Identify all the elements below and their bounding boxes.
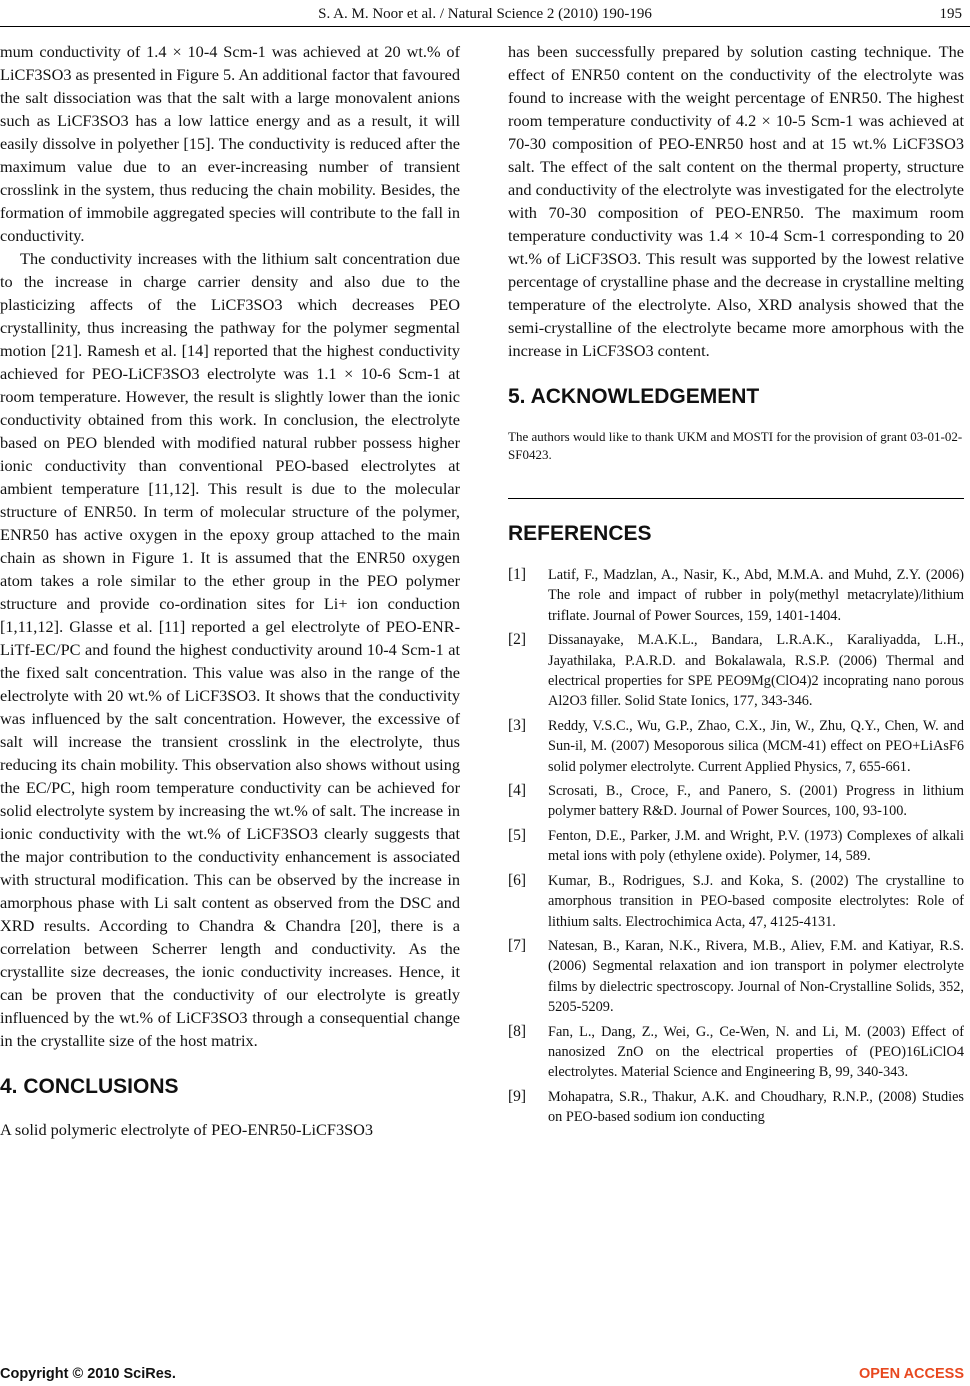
reference-item	[508, 781, 964, 822]
reference-item	[508, 565, 964, 626]
reference-text: Fenton, D.E., Parker, J.M. and Wright, P.V. (1973) Complexes of alkali metal ions with poly (ethylene oxide). Polymer, 14, 589.	[548, 827, 964, 865]
reference-number: [5]	[508, 826, 527, 844]
reference-text: Reddy, V.S.C., Wu, G.P., Zhao, C.X., Jin, W., Zhu, Q.Y., Chen, W. and Sun-il, M. (2007) Mesoporous silica (MCM-41) effect on PEO+LiAsF6 solid polymer electrolyte. Current Applied Physics, 7, 655-661.	[548, 717, 964, 775]
reference-number: [7]	[508, 936, 527, 954]
running-head: S. A. M. Noor et al. / Natural Science 2 (2010) 190-196	[318, 6, 652, 22]
copyright-footer: Copyright © 2010 SciRes.	[0, 1366, 176, 1382]
reference-number: [4]	[508, 782, 527, 800]
reference-item	[508, 936, 964, 1018]
reference-text: Mohapatra, S.R., Thakur, A.K. and Choudhary, R.N.P., (2008) Studies on PEO-based sodium ion conducting	[548, 1088, 964, 1126]
divider	[508, 498, 964, 499]
reference-text: Latif, F., Madzlan, A., Nasir, K., Abd, M.M.A. and Muhd, Z.Y. (2006) The role and impact of rubber in poly(methyl metacrylate)/lithium triflate. Journal of Power Sources, 159, 1401-1404.	[548, 567, 964, 624]
reference-item	[508, 1022, 964, 1083]
reference-number: [3]	[508, 716, 527, 734]
reference-text: Natesan, B., Karan, N.K., Rivera, M.B., Aliev, F.M. and Katiyar, R.S. (2006) Segmental relaxation and ion transport in polymer electrolyte films by dielectric spectroscopy. Journal of Non-Crystalline Solids, 352, 5205-5209.	[548, 937, 964, 1016]
reference-text: Fan, L., Dang, Z., Wei, G., Ce-Wen, N. and Li, M. (2003) Effect of nanosized ZnO on the electrical properties of (PEO)16LiClO4 electrolytes. Material Science and Engineering B, 99, 340-343.	[548, 1023, 964, 1081]
conclusions-heading: 4. CONCLUSIONS	[0, 1075, 179, 1098]
conclusions-paragraph: A solid polymeric electrolyte of PEO-ENR50-LiCF3SO3	[0, 1120, 374, 1139]
reference-item	[508, 630, 964, 712]
body-paragraph: The conductivity increases with the lithium salt concentration due to the increase in charge carrier density and also due to the plasticizing affects of the LiCF3SO3 which decreases PEO crystallinity, thus increasing the pathway for the polymer segmental motion [21]. Ramesh et al. [14] reported that the highest conductivity achieved for PEO-LiCF3SO3 electrolyte was 1.1 × 10-6 Scm-1 at room temperature. However, the result is slightly lower than the ionic conductivity obtained from this work. In conclusion, the electrolyte based on PEO blended with modified natural rubber possess higher ionic conductivity than conventional PEO-based electrolytes at ambient temperature [11,12]. This result is due to the molecular structure of ENR50. In term of molecular structure of the polymer, ENR50 has active oxygen in the epoxy group attached to the main chain as shown in Figure 1. It is assumed that the ENR50 oxygen atom takes a role similar to the ether group in the PEO polymer structure and provide co-ordination sites for Li+ ion conduction [1,11,12]. Glasse et al. [11] reported a gel electrolyte of PEO-ENR-LiTf-EC/PC and found the highest conductivity around 10-4 Scm-1 at the fixed salt concentration. This value was also in the range of the electrolyte with 20 wt.% of LiCF3SO3. It shows that the conductivity was influenced by the salt concentration. However, the excessive of salt will increase the transient crosslink in the electrolyte, thus reducing its chain mobility. This observation also shows without using the EC/PC, high room temperature conductivity can be achieved for solid electrolyte system by increasing the wt.% of salt. The increase in ionic conductivity with the wt.% of LiCF3SO3 clearly suggests that the major contribution to the conductivity enhancement is associated with structural modification. This can be observed by the increase in amorphous phase with Li salt content as observed from the DSC and XRD results. According to Chandra & Chandra [20], there is a correlation between Scherrer length and conductivity. As the crystallite size decreases, the ionic conductivity increases. Hence, it can be proven that the conductivity of our electrolyte is greatly influenced by the wt.% of LiCF3SO3 through a consequential change in the crystallite size of the host matrix.	[0, 249, 460, 1050]
acknowledgement-heading: 5. ACKNOWLEDGEMENT	[508, 385, 760, 408]
reference-item	[508, 871, 964, 932]
reference-number: [1]	[508, 566, 527, 583]
references-heading: REFERENCES	[508, 522, 652, 545]
acknowledgement-text: The authors would like to thank UKM and MOSTI for the provision of grant 03-01-02-SF0423.	[508, 429, 963, 462]
body-paragraph: mum conductivity of 1.4 × 10-4 Scm-1 was achieved at 20 wt.% of LiCF3SO3 as presented in Figure 5. An additional factor that favoured the salt dissociation was that the salt with a large monovalent anions such as LiCF3SO3 has a low lattice energy and as a result, it will easily dissolve in polyether [15]. The conductivity is reduced after the maximum value due to an ever-increasing number of transient crosslink in the system, thus reducing the chain mobility. Besides, the formation of immobile aggregated species will contribute to the fall in conductivity.	[0, 42, 460, 245]
reference-number: [8]	[508, 1022, 527, 1040]
reference-text: Kumar, B., Rodrigues, S.J. and Koka, S. (2002) The crystalline to amorphous transition in PEO-based composite electrolytes: Role of lithium salts. Electrochimica Acta, 47, 4125-4131.	[548, 872, 964, 930]
right-column	[508, 40, 964, 1132]
reference-list	[508, 565, 964, 1128]
open-access-footer: OPEN ACCESS	[858, 1366, 964, 1382]
reference-number: [6]	[508, 871, 527, 889]
conclusions-paragraph-cont: has been successfully prepared by solution casting technique. The effect of ENR50 content on the conductivity of the electrolyte was found to increase with the weight percentage of ENR50. The highest room temperature conductivity of 4.2 × 10-5 Scm-1 was achieved at 70-30 composition of PEO-ENR50 host and at 15 wt.% LiCF3SO3 salt. The effect of the salt content on the thermal property, structure and conductivity of the electrolyte was investigated for the electrolyte with 70-30 composition of PEO-ENR50. The maximum room temperature conductivity was 1.4 × 10-4 Scm-1 corresponding to 20 wt.% of LiCF3SO3. This result was supported by the lowest relative percentage of crystalline phase and the decrease in crystalline melting temperature of the electrolyte. Also, XRD analysis showed that the semi-crystalline of the electrolyte became more amorphous with the increase in LiCF3SO3 content.	[508, 42, 964, 360]
page-number: 195	[939, 6, 962, 22]
reference-number: [9]	[508, 1087, 527, 1105]
left-column	[0, 40, 460, 1141]
reference-item	[508, 716, 964, 777]
reference-text: Scrosati, B., Croce, F., and Panero, S. (2001) Progress in lithium polymer battery R&D. Journal of Power Sources, 100, 93-100.	[548, 783, 964, 820]
header-rule	[0, 26, 970, 27]
reference-number: [2]	[508, 631, 527, 649]
reference-item	[508, 826, 964, 867]
reference-text: Dissanayake, M.A.K.L., Bandara, L.R.A.K., Karaliyadda, L.H., Jayathilaka, P.A.R.D. and Bokalawala, R.S.P. (2006) Thermal and electrical properties for SPE PEO9Mg(ClO4)2 incoprating nano porous Al2O3 filler. Solid State Ionics, 177, 343-346.	[548, 632, 964, 710]
reference-item	[508, 1087, 964, 1128]
